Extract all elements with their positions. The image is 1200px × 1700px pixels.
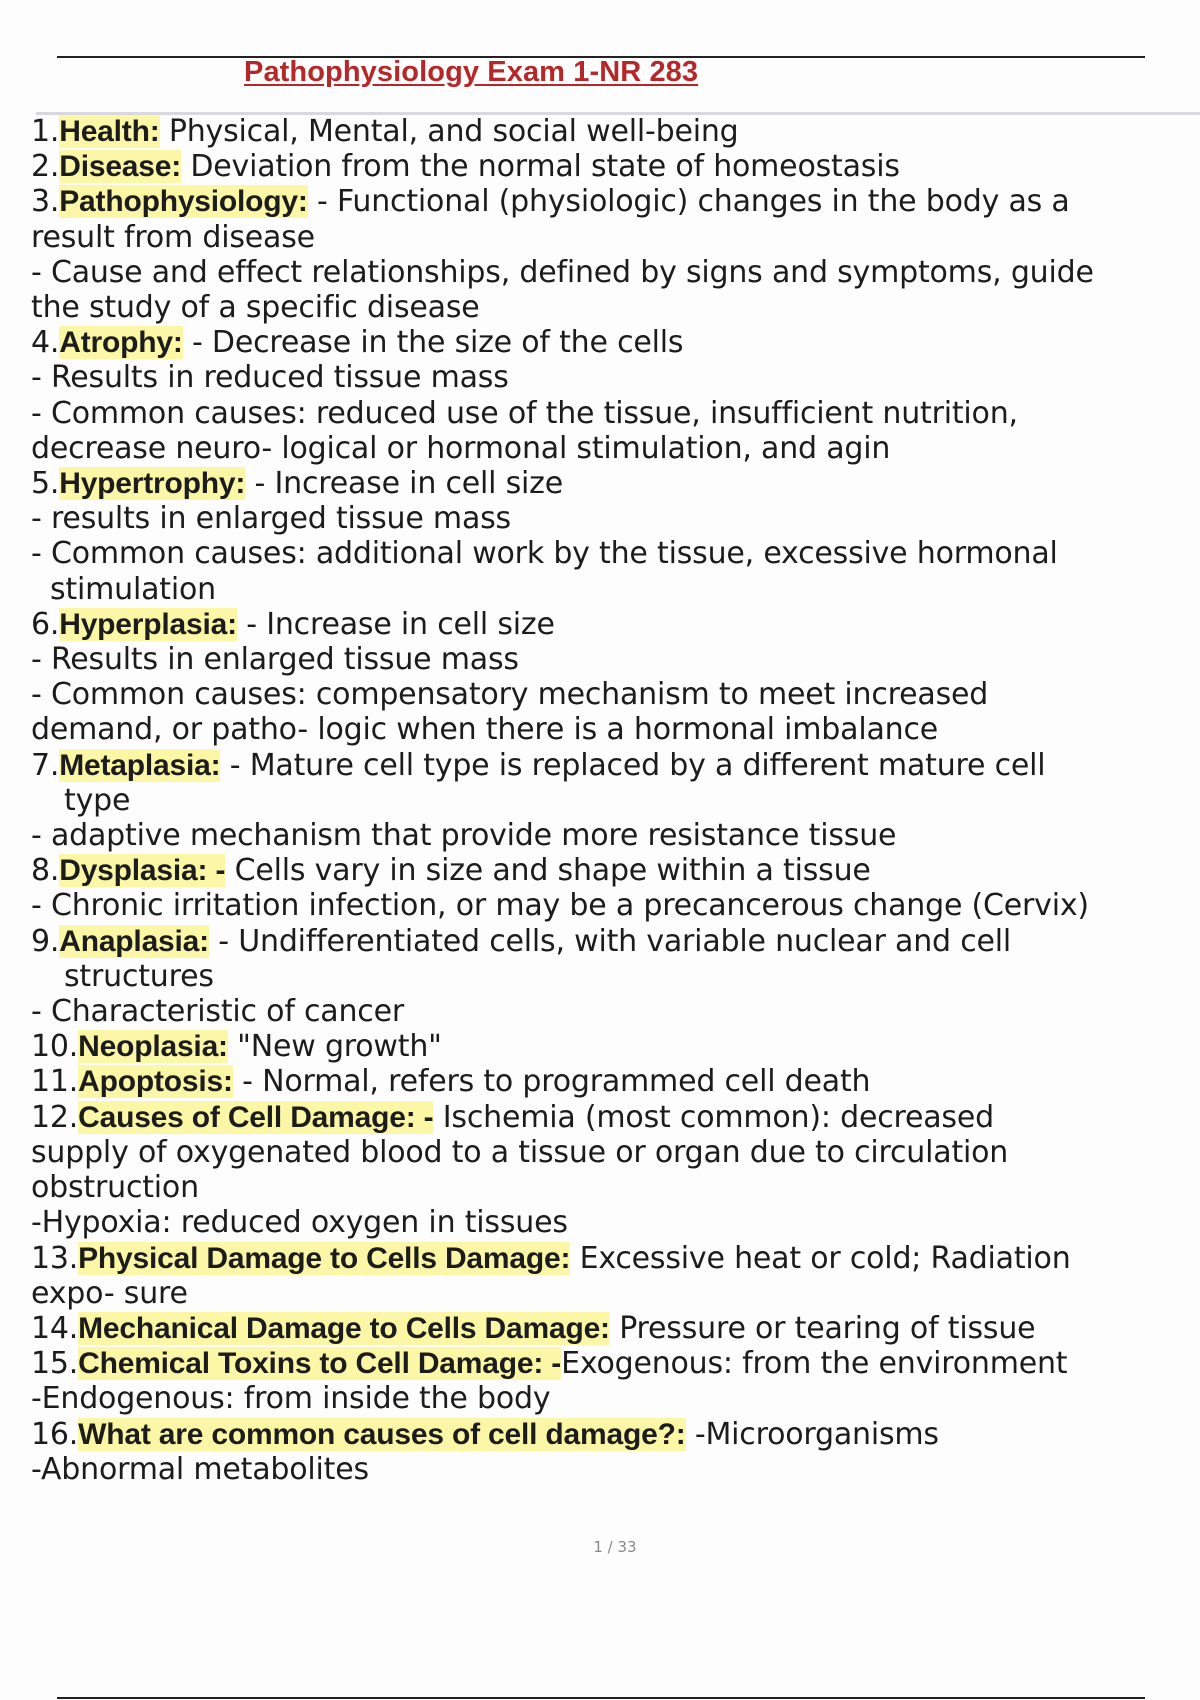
term-highlight: What are common causes of cell damage?: [78,1417,686,1451]
term-highlight: Neoplasia: [78,1030,228,1064]
text-line: - Common causes: reduced use of the tissue, insufficient nutrition, [31,395,1018,431]
text-line: the study of a specific disease [31,290,480,326]
list-item: 10.Neoplasia: "New growth" [31,1029,442,1065]
list-item: 16.What are common causes of cell damage?: -Microorganisms [31,1416,939,1452]
text-line: expo- sure [31,1275,188,1311]
text-line: -Hypoxia: reduced oxygen in tissues [31,1205,568,1241]
term-highlight: Chemical Toxins to Cell Damage: - [78,1347,562,1381]
list-item: 7.Metaplasia: - Mature cell type is replaced by a different mature cell [31,747,1046,783]
list-item: 5.Hypertrophy: - Increase in cell size [31,466,563,502]
list-item: 11.Apoptosis: - Normal, refers to programmed cell death [31,1064,871,1100]
text-line: - Common causes: compensatory mechanism to meet increased [31,677,989,713]
term-highlight: Metaplasia: [59,748,221,782]
page-indicator: 1 / 33 [593,1538,637,1556]
list-item: 9.Anaplasia: - Undifferentiated cells, with variable nuclear and cell [31,923,1012,959]
list-item: 2.Disease: Deviation from the normal state of homeostasis [31,149,900,185]
text-line: - Cause and effect relationships, defined by signs and symptoms, guide [31,254,1094,290]
list-item: 15.Chemical Toxins to Cell Damage: -Exogenous: from the environment [31,1346,1068,1382]
term-highlight: Apoptosis: [78,1065,233,1099]
list-item: 1.Health: Physical, Mental, and social well-being [31,114,739,149]
page-title: Pathophysiology Exam 1-NR 283 [244,56,699,88]
text-line: -Abnormal metabolites [31,1451,369,1487]
term-highlight: Health: [59,115,160,148]
term-highlight: Pathophysiology: [59,185,308,219]
text-line: result from disease [31,219,315,255]
term-highlight: Causes of Cell Damage: - [78,1100,434,1134]
text-line: supply of oxygenated blood to a tissue or organ due to circulation [31,1134,1009,1170]
list-item: 4.Atrophy: - Decrease in the size of the cells [31,325,684,361]
term-highlight: Physical Damage to Cells Damage: [78,1241,571,1275]
text-line: - Results in reduced tissue mass [31,360,509,396]
text-line: -Endogenous: from inside the body [31,1381,551,1417]
term-highlight: Disease: [59,150,182,184]
text-line: demand, or patho- logic when there is a hormonal imbalance [31,712,939,748]
list-item: 12.Causes of Cell Damage: - Ischemia (most common): decreased [31,1099,994,1135]
text-line: - adaptive mechanism that provide more resistance tissue [31,818,897,854]
text-line: - Common causes: additional work by the tissue, excessive hormonal [31,536,1058,572]
text-line: obstruction [31,1170,199,1206]
list-item: 13.Physical Damage to Cells Damage: Excessive heat or cold; Radiation [31,1240,1071,1276]
text-line: stimulation [50,571,216,607]
text-line: - results in enlarged tissue mass [31,501,511,537]
text-line: type [64,782,131,818]
list-item: 6.Hyperplasia: - Increase in cell size [31,606,555,642]
list-item: 8.Dysplasia: - Cells vary in size and shape within a tissue [31,853,871,889]
term-highlight: Dysplasia: - [59,854,226,888]
list-item: 3.Pathophysiology: - Functional (physiologic) changes in the body as a [31,184,1070,220]
bottom-rule [57,1697,1145,1699]
text-line: - Results in enlarged tissue mass [31,642,519,678]
term-highlight: Mechanical Damage to Cells Damage: [78,1311,610,1345]
term-highlight: Atrophy: [59,326,183,360]
text-line: - Chronic irritation infection, or may be a precancerous change (Cervix) [31,888,1089,924]
list-item: 14.Mechanical Damage to Cells Damage: Pressure or tearing of tissue [31,1310,1036,1346]
text-line: - Characteristic of cancer [31,994,404,1030]
term-highlight: Hypertrophy: [59,467,246,501]
term-highlight: Anaplasia: [59,924,209,958]
study-content [31,114,1182,1487]
term-highlight: Hyperplasia: [59,607,237,641]
text-line: structures [64,958,214,994]
text-line: decrease neuro- logical or hormonal stimulation, and agin [31,430,891,466]
